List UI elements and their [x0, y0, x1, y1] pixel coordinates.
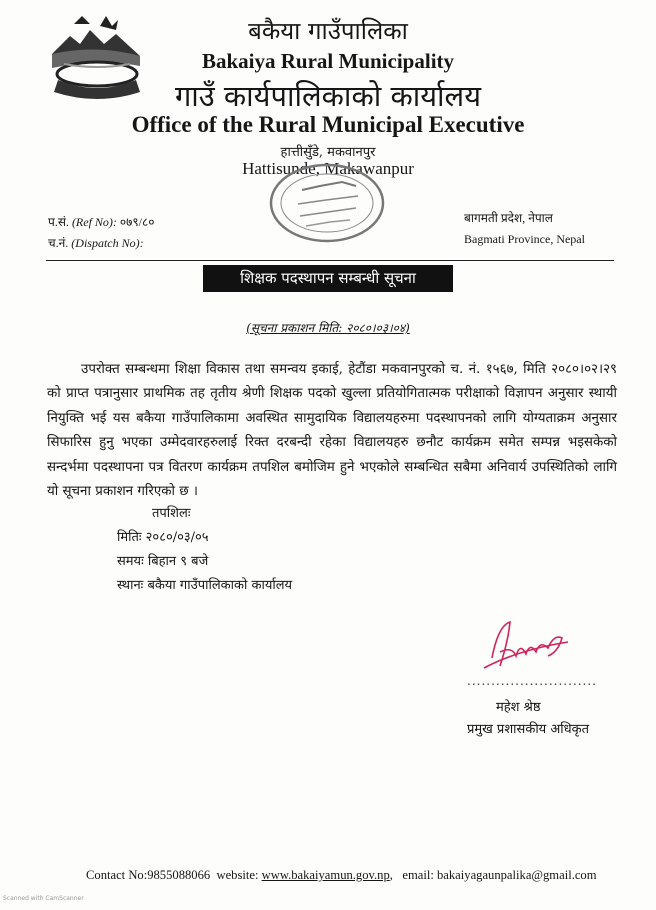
province-english: Bagmati Province, Nepal	[464, 232, 585, 246]
ref-label-english: (Ref No):	[71, 215, 117, 229]
ref-value: ०७९/८०	[119, 215, 155, 229]
signature-line: ...........................	[467, 674, 597, 688]
address-english: Hattisunde, Makawanpur	[242, 159, 414, 178]
province-block	[464, 208, 585, 250]
signatory-post: प्रमुख प्रशासकीय अधिकृत	[467, 722, 590, 737]
office-stamp	[266, 160, 388, 246]
municipality-name-nepali: बकैया गाउँपालिका	[248, 17, 408, 45]
signature-scribble	[478, 612, 574, 682]
scanner-watermark: Scanned with CamScanner	[3, 895, 84, 902]
ref-label-nepali: प.सं.	[48, 215, 69, 229]
dispatch-label-english: (Dispatch No):	[71, 236, 144, 250]
footer-contact: Contact No:9855088066 website: www.bakaiyamun.gov.np, email: bakaiyagaunpalika@gmail.com	[86, 868, 597, 882]
notice-title: शिक्षक पदस्थापन सम्बन्धी सूचना	[203, 265, 453, 292]
signatory-name: महेश श्रेष्ठ	[496, 700, 541, 715]
website-label: website:	[216, 868, 259, 882]
schedule-place: स्थानः बकैया गाउँपालिकाको कार्यालय	[117, 578, 293, 593]
website-link[interactable]: www.bakaiyamun.gov.np	[261, 868, 390, 882]
email-address: bakaiyagaunpalika@gmail.com	[437, 868, 597, 882]
reference-block	[48, 212, 154, 254]
contact-number: Contact No:9855088066	[86, 868, 211, 882]
publish-date	[0, 319, 656, 336]
dispatch-no-line	[48, 233, 154, 254]
office-name-nepali: गाउँ कार्यपालिकाको कार्यालय	[174, 79, 482, 113]
address-nepali: हात्तीसुँडे, मकवानपुर	[280, 145, 376, 160]
schedule-date: मितिः २०८०/०३/०५	[117, 530, 209, 545]
municipality-name-english: Bakaiya Rural Municipality	[201, 49, 455, 73]
header-divider	[46, 260, 614, 261]
office-name-english: Office of the Rural Municipal Executive	[131, 112, 525, 137]
publish-date-text: (सूचना प्रकाशन मिति: २०८०।०३।०४)	[246, 321, 410, 335]
tapshil-heading: तपशिलः	[152, 506, 191, 521]
dispatch-label-nepali: च.नं.	[48, 236, 69, 250]
province-nepali: बागमती प्रदेश, नेपाल	[464, 211, 553, 225]
ref-no-line	[48, 212, 154, 233]
schedule-time: समयः बिहान ९ बजे	[117, 554, 209, 569]
email-label: email:	[402, 868, 434, 882]
notice-body: उपरोक्त सम्बन्धमा शिक्षा विकास तथा समन्वय इकाई, हेटौंडा मकवानपुरको च. नं. १५६७, मिति २०८०।०२।२९ को प्राप्त पत्रानुसार प्राथमिक तह तृतीय श्रेणी शिक्षक पदको खुल्ला प्रतियोगितात्मक परीक्षाको विज्ञापन अनुसार स्थायी नियुक्ति भई यस बकैया गाउँपालिकामा अवस्थित सामुदायिक विद्यालयहरुमा पदस्थापनको लागि योग्यताक्रम अनुसार सिफारिस हुनु भएका उम्मेदवारहरुलाई रिक्त दरबन्दी रहेका विद्यालयहरु छनौट कार्यक्रम समेत सम्पन्न भइसकेको सन्दर्भमा पदस्थापना पत्र वितरण कार्यक्रम तपशिल बमोजिम हुने भएकोले सम्बन्धित सबैमा अनिवार्य उपस्थितिको लागि यो सूचना प्रकाशन गरिएको छ ।	[47, 362, 617, 500]
